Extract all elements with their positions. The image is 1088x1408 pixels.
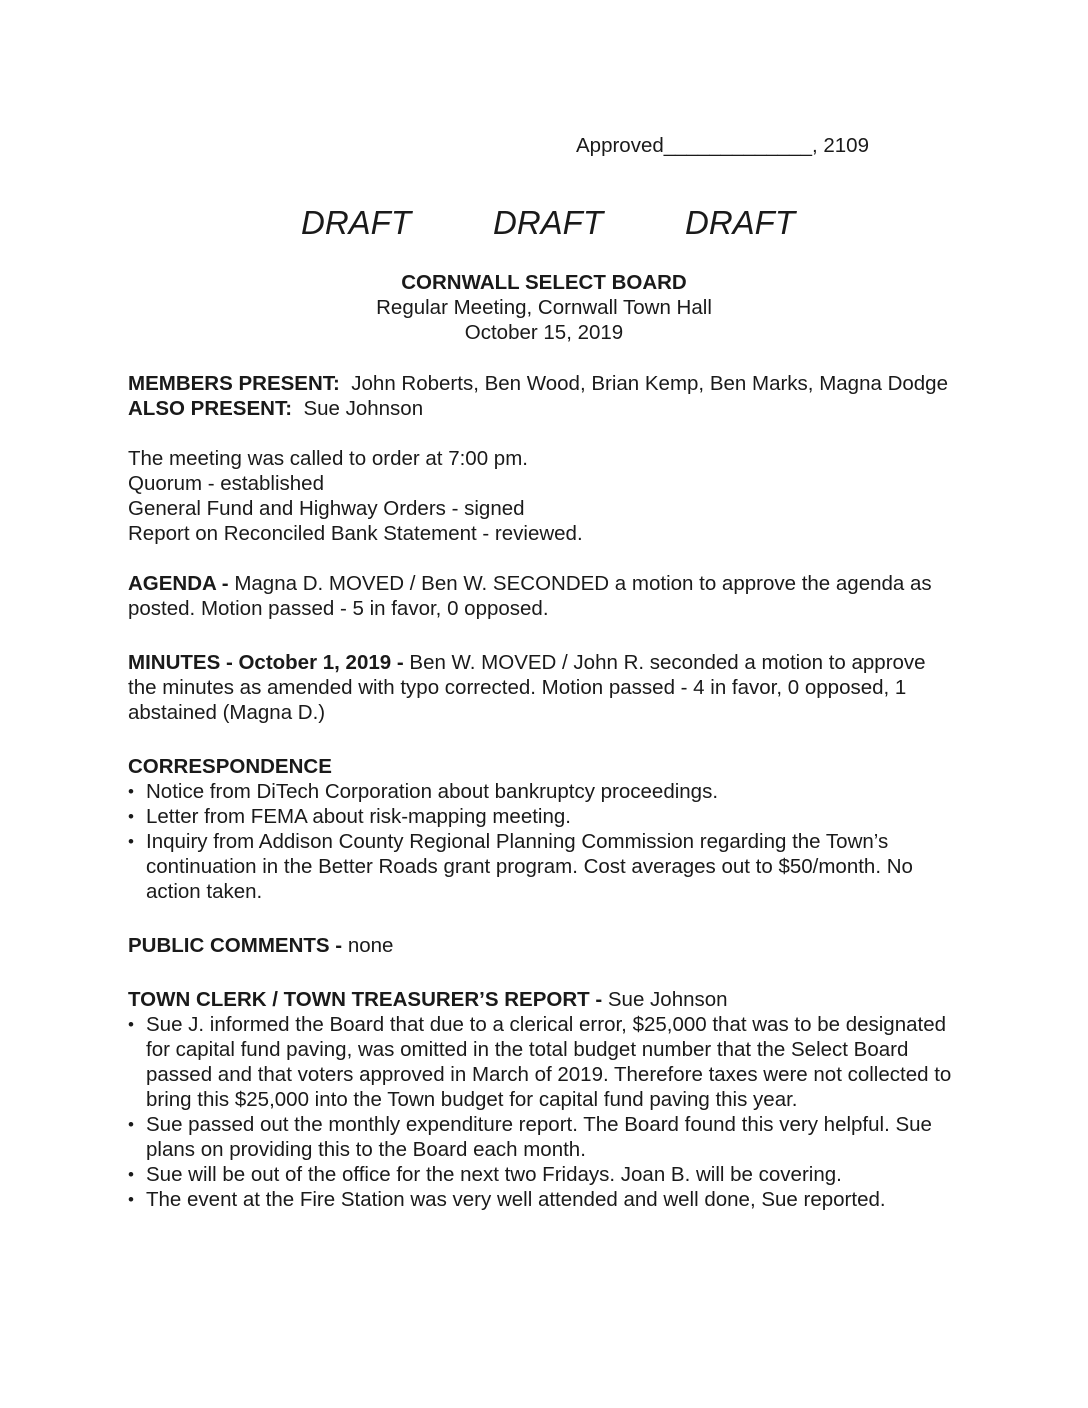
draft-mark: DRAFT (301, 204, 411, 241)
list-item: • Letter from FEMA about risk-mapping meeting. (128, 804, 928, 829)
meeting-type: Regular Meeting, Cornwall Town Hall (376, 296, 712, 319)
clerk-report-presenter: Sue Johnson (607, 988, 728, 1011)
meeting-date: October 15, 2019 (464, 321, 624, 344)
also-present-names: Sue Johnson (303, 397, 424, 420)
opening-line: Quorum - established (128, 472, 324, 495)
clerk-report-heading (128, 987, 928, 1012)
clerk-report-label: TOWN CLERK / TOWN TREASURER’S REPORT - (128, 988, 603, 1011)
draft-mark: DRAFT (493, 204, 603, 241)
public-comments-text: none (347, 934, 394, 957)
agenda-section (128, 571, 958, 621)
members-present-names: John Roberts, Ben Wood, Brian Kemp, Ben Marks, Magna Dodge (351, 372, 948, 395)
clerk-report-list (128, 1012, 958, 1212)
minutes-label: MINUTES - October 1, 2019 - (128, 651, 404, 674)
list-item: • The event at the Fire Station was very well attended and well done, Sue reported. (128, 1187, 958, 1212)
minutes-section (128, 650, 958, 725)
document-header (0, 270, 1088, 345)
approved-line: Approved_____________, 2109 (576, 134, 869, 157)
opening-line: The meeting was called to order at 7:00 pm. (128, 447, 528, 470)
list-item: • Notice from DiTech Corporation about bankruptcy proceedings. (128, 779, 928, 804)
list-item: • Sue J. informed the Board that due to a clerical error, $25,000 that was to be designated for capital fund paving, was omitted in the total budget number that the Select Board passed and that voters approved in March of 2019. Therefore taxes were not collected to bring this $25,000 into the Town budget for capital fund paving this year. (128, 1012, 958, 1112)
members-present-label: MEMBERS PRESENT: (128, 372, 340, 395)
correspondence-heading: CORRESPONDENCE (128, 755, 332, 778)
opening-line: General Fund and Highway Orders - signed (128, 497, 525, 520)
draft-mark: DRAFT (685, 204, 795, 241)
list-item: • Inquiry from Addison County Regional Planning Commission regarding the Town’s continuation in the Better Roads grant program. Cost averages out to $50/month. No action taken. (128, 829, 928, 904)
correspondence-list (128, 779, 928, 904)
list-item: • Sue passed out the monthly expenditure report. The Board found this very helpful. Sue plans on providing this to the Board each month. (128, 1112, 958, 1162)
members-present (128, 371, 958, 396)
agenda-label: AGENDA - (128, 572, 229, 595)
opening-line: Report on Reconciled Bank Statement - reviewed. (128, 522, 583, 545)
agenda-text: Magna D. MOVED / Ben W. SECONDED a motion to approve the agenda as posted. Motion passed - 5 in favor, 0 opposed. (128, 572, 932, 620)
public-comments (128, 933, 928, 958)
public-comments-label: PUBLIC COMMENTS - (128, 934, 343, 957)
also-present (128, 396, 928, 421)
minutes-text: Ben W. MOVED / John R. seconded a motion to approve the minutes as amended with typo corrected. Motion passed - 4 in favor, 0 opposed, 1 abstained (Magna D.) (128, 651, 926, 724)
draft-watermark-row (0, 203, 1088, 247)
document-body (128, 371, 952, 1212)
organization-title: CORNWALL SELECT BOARD (401, 271, 687, 294)
also-present-label: ALSO PRESENT: (128, 397, 293, 420)
list-item: • Sue will be out of the office for the next two Fridays. Joan B. will be covering. (128, 1162, 958, 1187)
